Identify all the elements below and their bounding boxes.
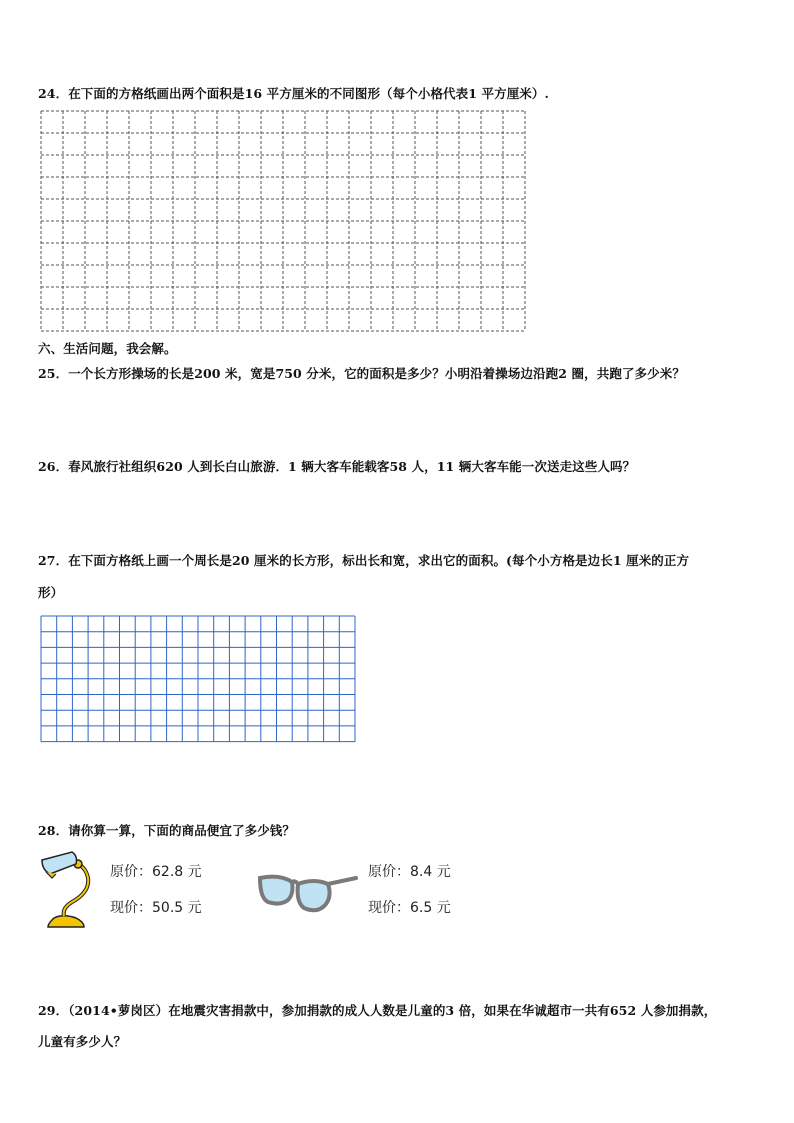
glasses-icon (256, 868, 360, 918)
question-29-line-2: 儿童有多少人？ (38, 1034, 127, 1049)
glasses-original-price: 原价：8.4 元 (368, 864, 451, 880)
dashed-grid-paper (40, 110, 530, 334)
question-29-line-1: 29．（2014•萝岗区）在地震灾害捐款中，参加捐款的成人人数是儿童的3 倍，如果在华诚超市一共有652 人参加捐款， (38, 1003, 717, 1018)
blue-grid-paper (40, 615, 358, 745)
lamp-original-price: 原价：62.8 元 (110, 864, 202, 880)
question-26: 26．春风旅行社组织620 人到长白山旅游．1 辆大客车能载客58 人，11 辆大客车能一次送走这些人吗？ (38, 459, 636, 474)
question-27-line-2: 形） (38, 585, 64, 600)
glasses-current-price: 现价：6.5 元 (368, 900, 451, 916)
question-25: 25．一个长方形操场的长是200 米，宽是750 分米，它的面积是多少？小明沿着操场边沿跑2 圈，共跑了多少米？ (38, 366, 685, 381)
question-27-line-1: 27．在下面方格纸上画一个周长是20 厘米的长方形，标出长和宽，求出它的面积。(每个小方格是边长1 厘米的正方 (38, 553, 690, 568)
section-6-heading: 六、生活问题，我会解。 (38, 341, 177, 356)
lamp-current-price: 现价：50.5 元 (110, 900, 202, 916)
question-28: 28．请你算一算，下面的商品便宜了多少钱？ (38, 823, 295, 838)
desk-lamp-icon (38, 848, 100, 930)
question-24: 24．在下面的方格纸画出两个面积是16 平方厘米的不同图形（每个小格代表1 平方厘米）. (38, 86, 549, 101)
